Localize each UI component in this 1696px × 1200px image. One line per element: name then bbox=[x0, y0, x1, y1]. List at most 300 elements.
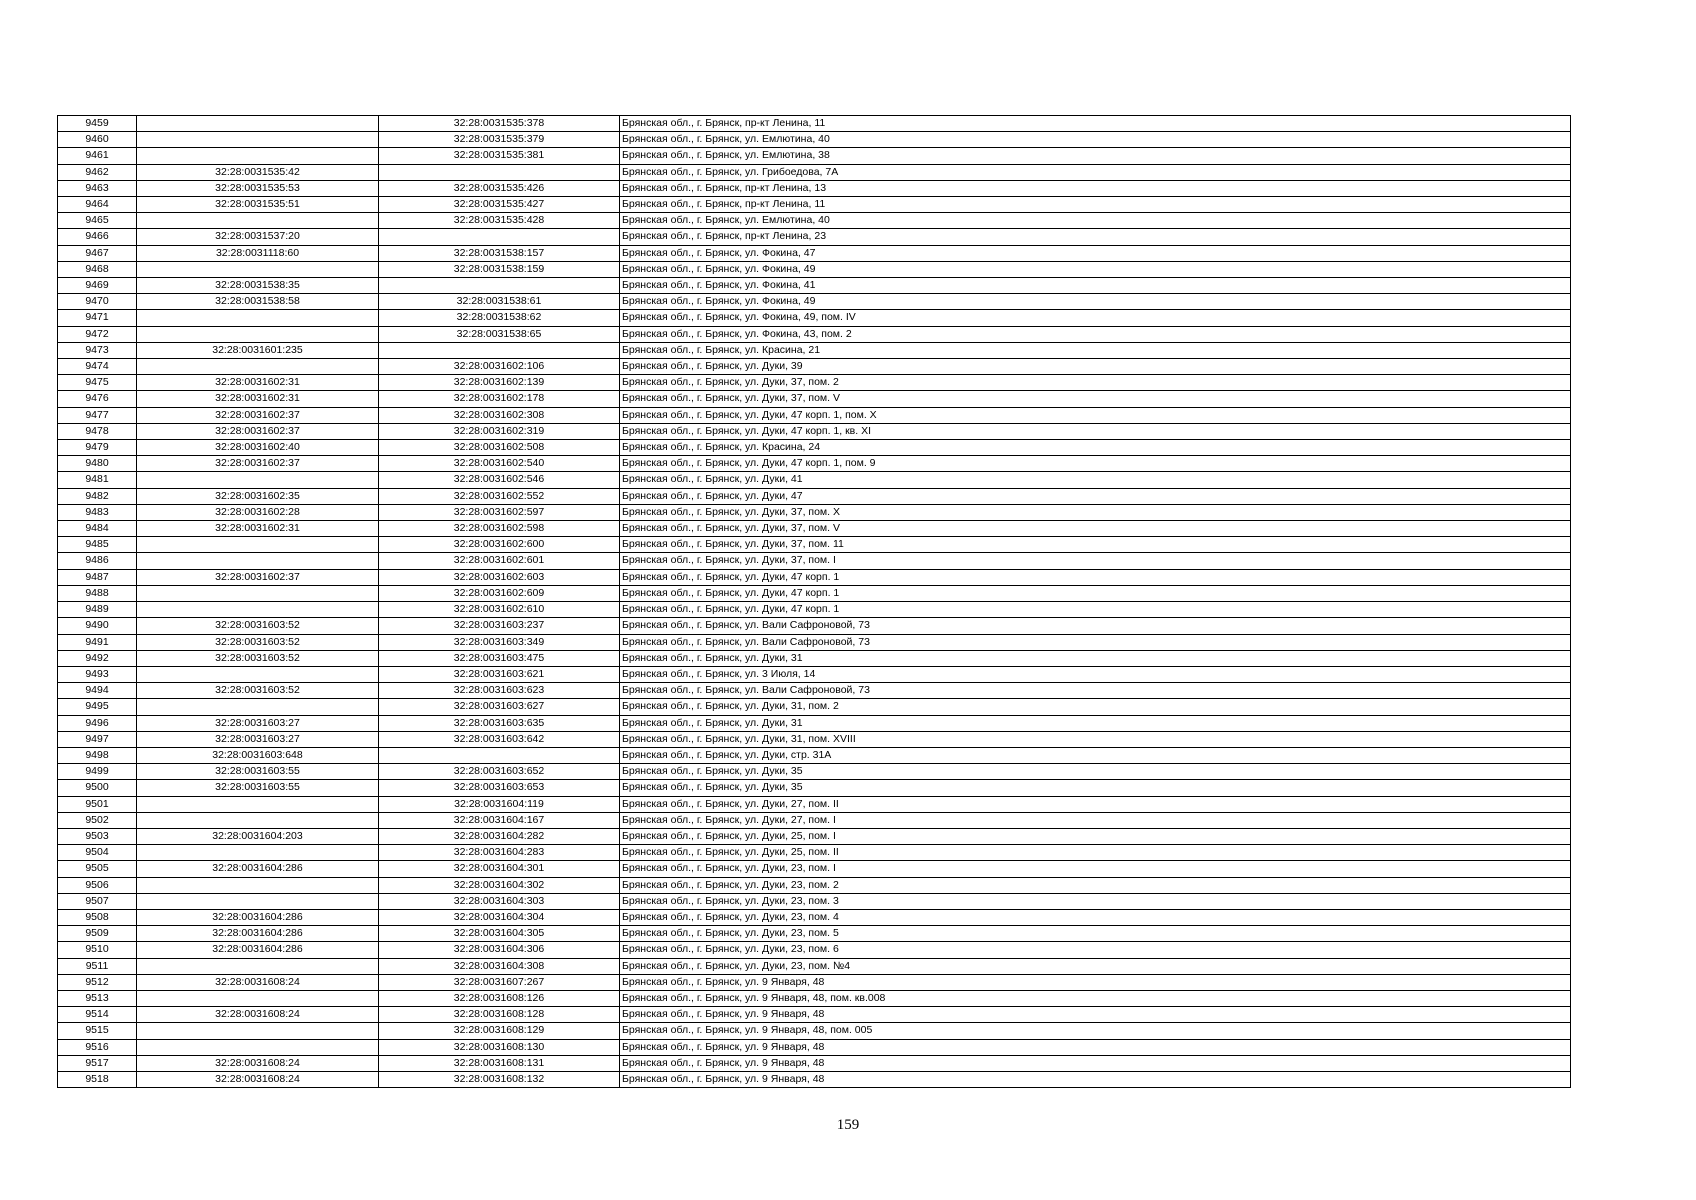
table-row bbox=[58, 974, 1571, 990]
object-number-cell: 32:28:0031535:378 bbox=[379, 116, 620, 132]
address-cell: Брянская обл., г. Брянск, ул. Дуки, 27, пом. I bbox=[620, 812, 1571, 828]
table-row bbox=[58, 359, 1571, 375]
row-number-cell: 9477 bbox=[58, 407, 137, 423]
row-number-cell: 9460 bbox=[58, 132, 137, 148]
object-number-cell: 32:28:0031602:308 bbox=[379, 407, 620, 423]
table-row bbox=[58, 780, 1571, 796]
address-cell: Брянская обл., г. Брянск, ул. 9 Января, 48 bbox=[620, 1055, 1571, 1071]
cadastral-number-cell: 32:28:0031603:27 bbox=[137, 715, 379, 731]
address-cell: Брянская обл., г. Брянск, ул. Дуки, 23, пом. №4 bbox=[620, 958, 1571, 974]
table-row bbox=[58, 634, 1571, 650]
object-number-cell: 32:28:0031602:540 bbox=[379, 456, 620, 472]
object-number-cell: 32:28:0031604:119 bbox=[379, 796, 620, 812]
cadastral-number-cell: 32:28:0031604:203 bbox=[137, 828, 379, 844]
address-cell: Брянская обл., г. Брянск, ул. Дуки, 31 bbox=[620, 715, 1571, 731]
row-number-cell: 9511 bbox=[58, 958, 137, 974]
address-cell: Брянская обл., г. Брянск, ул. Дуки, 35 bbox=[620, 764, 1571, 780]
cadastral-number-cell: 32:28:0031118:60 bbox=[137, 245, 379, 261]
row-number-cell: 9510 bbox=[58, 942, 137, 958]
address-cell: Брянская обл., г. Брянск, пр-кт Ленина, 13 bbox=[620, 180, 1571, 196]
table-row bbox=[58, 326, 1571, 342]
table-row bbox=[58, 278, 1571, 294]
object-number-cell: 32:28:0031602:598 bbox=[379, 521, 620, 537]
object-number-cell: 32:28:0031538:157 bbox=[379, 245, 620, 261]
table-row bbox=[58, 229, 1571, 245]
object-number-cell: 32:28:0031602:319 bbox=[379, 423, 620, 439]
table-row bbox=[58, 537, 1571, 553]
object-number-cell: 32:28:0031603:349 bbox=[379, 634, 620, 650]
object-number-cell: 32:28:0031608:126 bbox=[379, 990, 620, 1006]
cadastral-number-cell bbox=[137, 893, 379, 909]
cadastral-number-cell bbox=[137, 602, 379, 618]
table-row bbox=[58, 294, 1571, 310]
cadastral-number-cell: 32:28:0031602:37 bbox=[137, 456, 379, 472]
property-table-body bbox=[58, 116, 1571, 1088]
cadastral-number-cell: 32:28:0031602:37 bbox=[137, 407, 379, 423]
object-number-cell: 32:28:0031602:610 bbox=[379, 602, 620, 618]
table-row bbox=[58, 164, 1571, 180]
object-number-cell: 32:28:0031608:132 bbox=[379, 1071, 620, 1087]
table-row bbox=[58, 391, 1571, 407]
address-cell: Брянская обл., г. Брянск, ул. Дуки, 37, пом. V bbox=[620, 391, 1571, 407]
cadastral-number-cell: 32:28:0031603:52 bbox=[137, 634, 379, 650]
object-number-cell: 32:28:0031602:597 bbox=[379, 504, 620, 520]
table-row bbox=[58, 764, 1571, 780]
cadastral-number-cell: 32:28:0031604:286 bbox=[137, 861, 379, 877]
table-row bbox=[58, 504, 1571, 520]
table-row bbox=[58, 521, 1571, 537]
cadastral-number-cell: 32:28:0031602:31 bbox=[137, 521, 379, 537]
address-cell: Брянская обл., г. Брянск, ул. Дуки, 23, пом. 6 bbox=[620, 942, 1571, 958]
object-number-cell: 32:28:0031603:642 bbox=[379, 731, 620, 747]
table-row bbox=[58, 861, 1571, 877]
row-number-cell: 9498 bbox=[58, 747, 137, 763]
row-number-cell: 9493 bbox=[58, 666, 137, 682]
table-row bbox=[58, 845, 1571, 861]
cadastral-number-cell: 32:28:0031601:235 bbox=[137, 342, 379, 358]
address-cell: Брянская обл., г. Брянск, ул. Емлютина, 40 bbox=[620, 213, 1571, 229]
address-cell: Брянская обл., г. Брянск, ул. Дуки, 27, пом. II bbox=[620, 796, 1571, 812]
cadastral-number-cell: 32:28:0031603:52 bbox=[137, 683, 379, 699]
cadastral-number-cell bbox=[137, 990, 379, 1006]
object-number-cell bbox=[379, 747, 620, 763]
object-number-cell bbox=[379, 164, 620, 180]
address-cell: Брянская обл., г. Брянск, ул. Грибоедова, 7А bbox=[620, 164, 1571, 180]
row-number-cell: 9459 bbox=[58, 116, 137, 132]
object-number-cell: 32:28:0031604:306 bbox=[379, 942, 620, 958]
object-number-cell: 32:28:0031535:428 bbox=[379, 213, 620, 229]
table-row bbox=[58, 261, 1571, 277]
object-number-cell: 32:28:0031603:627 bbox=[379, 699, 620, 715]
object-number-cell: 32:28:0031604:283 bbox=[379, 845, 620, 861]
object-number-cell: 32:28:0031603:475 bbox=[379, 650, 620, 666]
page-number: 159 bbox=[836, 1117, 860, 1133]
table-row bbox=[58, 245, 1571, 261]
cadastral-number-cell: 32:28:0031535:42 bbox=[137, 164, 379, 180]
table-row bbox=[58, 731, 1571, 747]
object-number-cell: 32:28:0031604:301 bbox=[379, 861, 620, 877]
cadastral-number-cell bbox=[137, 116, 379, 132]
cadastral-number-cell: 32:28:0031603:52 bbox=[137, 618, 379, 634]
row-number-cell: 9500 bbox=[58, 780, 137, 796]
row-number-cell: 9518 bbox=[58, 1071, 137, 1087]
object-number-cell: 32:28:0031604:282 bbox=[379, 828, 620, 844]
cadastral-number-cell: 32:28:0031602:31 bbox=[137, 391, 379, 407]
table-row bbox=[58, 440, 1571, 456]
address-cell: Брянская обл., г. Брянск, ул. Красина, 21 bbox=[620, 342, 1571, 358]
cadastral-number-cell: 32:28:0031602:28 bbox=[137, 504, 379, 520]
address-cell: Брянская обл., г. Брянск, ул. Дуки, 31, пом. 2 bbox=[620, 699, 1571, 715]
row-number-cell: 9509 bbox=[58, 926, 137, 942]
row-number-cell: 9484 bbox=[58, 521, 137, 537]
table-row bbox=[58, 148, 1571, 164]
cadastral-number-cell bbox=[137, 148, 379, 164]
table-row bbox=[58, 602, 1571, 618]
table-row bbox=[58, 197, 1571, 213]
address-cell: Брянская обл., г. Брянск, ул. Дуки, 47 корп. 1, пом. 9 bbox=[620, 456, 1571, 472]
table-row bbox=[58, 472, 1571, 488]
table-row bbox=[58, 310, 1571, 326]
table-row bbox=[58, 375, 1571, 391]
object-number-cell: 32:28:0031603:635 bbox=[379, 715, 620, 731]
object-number-cell: 32:28:0031602:603 bbox=[379, 569, 620, 585]
row-number-cell: 9512 bbox=[58, 974, 137, 990]
row-number-cell: 9486 bbox=[58, 553, 137, 569]
object-number-cell: 32:28:0031604:304 bbox=[379, 909, 620, 925]
table-row bbox=[58, 942, 1571, 958]
address-cell: Брянская обл., г. Брянск, ул. 9 Января, 48 bbox=[620, 1007, 1571, 1023]
cadastral-number-cell bbox=[137, 585, 379, 601]
address-cell: Брянская обл., г. Брянск, ул. Дуки, 31, пом. XVIII bbox=[620, 731, 1571, 747]
address-cell: Брянская обл., г. Брянск, ул. Дуки, 23, пом. I bbox=[620, 861, 1571, 877]
cadastral-number-cell bbox=[137, 1023, 379, 1039]
cadastral-number-cell: 32:28:0031603:55 bbox=[137, 780, 379, 796]
table-row bbox=[58, 407, 1571, 423]
cadastral-number-cell bbox=[137, 537, 379, 553]
table-row bbox=[58, 553, 1571, 569]
object-number-cell: 32:28:0031604:303 bbox=[379, 893, 620, 909]
table-row bbox=[58, 812, 1571, 828]
row-number-cell: 9483 bbox=[58, 504, 137, 520]
cadastral-number-cell: 32:28:0031535:51 bbox=[137, 197, 379, 213]
object-number-cell: 32:28:0031608:128 bbox=[379, 1007, 620, 1023]
table-row bbox=[58, 666, 1571, 682]
address-cell: Брянская обл., г. Брянск, ул. Вали Сафроновой, 73 bbox=[620, 618, 1571, 634]
address-cell: Брянская обл., г. Брянск, ул. Дуки, стр. 31А bbox=[620, 747, 1571, 763]
row-number-cell: 9505 bbox=[58, 861, 137, 877]
cadastral-number-cell: 32:28:0031608:24 bbox=[137, 974, 379, 990]
row-number-cell: 9480 bbox=[58, 456, 137, 472]
object-number-cell: 32:28:0031603:652 bbox=[379, 764, 620, 780]
cadastral-number-cell: 32:28:0031535:53 bbox=[137, 180, 379, 196]
address-cell: Брянская обл., г. Брянск, ул. Дуки, 37, пом. I bbox=[620, 553, 1571, 569]
row-number-cell: 9461 bbox=[58, 148, 137, 164]
row-number-cell: 9496 bbox=[58, 715, 137, 731]
address-cell: Брянская обл., г. Брянск, ул. Дуки, 37, пом. 2 bbox=[620, 375, 1571, 391]
address-cell: Брянская обл., г. Брянск, ул. Дуки, 37, пом. 11 bbox=[620, 537, 1571, 553]
cadastral-number-cell: 32:28:0031602:40 bbox=[137, 440, 379, 456]
row-number-cell: 9478 bbox=[58, 423, 137, 439]
cadastral-number-cell: 32:28:0031604:286 bbox=[137, 909, 379, 925]
cadastral-number-cell: 32:28:0031608:24 bbox=[137, 1055, 379, 1071]
address-cell: Брянская обл., г. Брянск, ул. Фокина, 43, пом. 2 bbox=[620, 326, 1571, 342]
object-number-cell: 32:28:0031603:621 bbox=[379, 666, 620, 682]
table-row bbox=[58, 909, 1571, 925]
row-number-cell: 9514 bbox=[58, 1007, 137, 1023]
address-cell: Брянская обл., г. Брянск, ул. Дуки, 47 корп. 1 bbox=[620, 569, 1571, 585]
cadastral-number-cell bbox=[137, 796, 379, 812]
row-number-cell: 9475 bbox=[58, 375, 137, 391]
address-cell: Брянская обл., г. Брянск, ул. Фокина, 41 bbox=[620, 278, 1571, 294]
cadastral-number-cell: 32:28:0031608:24 bbox=[137, 1007, 379, 1023]
cadastral-number-cell: 32:28:0031603:27 bbox=[137, 731, 379, 747]
row-number-cell: 9506 bbox=[58, 877, 137, 893]
address-cell: Брянская обл., г. Брянск, ул. Фокина, 49, пом. IV bbox=[620, 310, 1571, 326]
row-number-cell: 9471 bbox=[58, 310, 137, 326]
table-row bbox=[58, 1023, 1571, 1039]
table-row bbox=[58, 488, 1571, 504]
row-number-cell: 9476 bbox=[58, 391, 137, 407]
address-cell: Брянская обл., г. Брянск, ул. Вали Сафроновой, 73 bbox=[620, 634, 1571, 650]
object-number-cell: 32:28:0031608:129 bbox=[379, 1023, 620, 1039]
address-cell: Брянская обл., г. Брянск, ул. Дуки, 31 bbox=[620, 650, 1571, 666]
table-row bbox=[58, 683, 1571, 699]
row-number-cell: 9479 bbox=[58, 440, 137, 456]
table-row bbox=[58, 796, 1571, 812]
table-row bbox=[58, 926, 1571, 942]
row-number-cell: 9473 bbox=[58, 342, 137, 358]
row-number-cell: 9468 bbox=[58, 261, 137, 277]
object-number-cell: 32:28:0031602:139 bbox=[379, 375, 620, 391]
row-number-cell: 9499 bbox=[58, 764, 137, 780]
property-table bbox=[57, 115, 1571, 1088]
cadastral-number-cell: 32:28:0031603:55 bbox=[137, 764, 379, 780]
table-row bbox=[58, 132, 1571, 148]
cadastral-number-cell bbox=[137, 845, 379, 861]
address-cell: Брянская обл., г. Брянск, ул. 9 Января, 48, пом. 005 bbox=[620, 1023, 1571, 1039]
address-cell: Брянская обл., г. Брянск, ул. Фокина, 49 bbox=[620, 294, 1571, 310]
row-number-cell: 9495 bbox=[58, 699, 137, 715]
table-row bbox=[58, 1007, 1571, 1023]
row-number-cell: 9497 bbox=[58, 731, 137, 747]
cadastral-number-cell: 32:28:0031538:35 bbox=[137, 278, 379, 294]
row-number-cell: 9494 bbox=[58, 683, 137, 699]
object-number-cell: 32:28:0031538:65 bbox=[379, 326, 620, 342]
address-cell: Брянская обл., г. Брянск, ул. Дуки, 47 корп. 1 bbox=[620, 602, 1571, 618]
row-number-cell: 9488 bbox=[58, 585, 137, 601]
cadastral-number-cell bbox=[137, 958, 379, 974]
row-number-cell: 9515 bbox=[58, 1023, 137, 1039]
cadastral-number-cell bbox=[137, 472, 379, 488]
table-row bbox=[58, 650, 1571, 666]
row-number-cell: 9482 bbox=[58, 488, 137, 504]
object-number-cell bbox=[379, 278, 620, 294]
object-number-cell: 32:28:0031602:600 bbox=[379, 537, 620, 553]
cadastral-number-cell: 32:28:0031603:648 bbox=[137, 747, 379, 763]
object-number-cell: 32:28:0031604:302 bbox=[379, 877, 620, 893]
cadastral-number-cell bbox=[137, 132, 379, 148]
object-number-cell: 32:28:0031603:237 bbox=[379, 618, 620, 634]
table-row bbox=[58, 180, 1571, 196]
table-row bbox=[58, 213, 1571, 229]
address-cell: Брянская обл., г. Брянск, ул. Красина, 24 bbox=[620, 440, 1571, 456]
object-number-cell: 32:28:0031604:308 bbox=[379, 958, 620, 974]
row-number-cell: 9492 bbox=[58, 650, 137, 666]
address-cell: Брянская обл., г. Брянск, ул. 3 Июля, 14 bbox=[620, 666, 1571, 682]
table-row bbox=[58, 569, 1571, 585]
address-cell: Брянская обл., г. Брянск, ул. Дуки, 47 корп. 1, кв. XI bbox=[620, 423, 1571, 439]
object-number-cell: 32:28:0031608:131 bbox=[379, 1055, 620, 1071]
cadastral-number-cell: 32:28:0031603:52 bbox=[137, 650, 379, 666]
object-number-cell bbox=[379, 229, 620, 245]
row-number-cell: 9472 bbox=[58, 326, 137, 342]
cadastral-number-cell: 32:28:0031602:31 bbox=[137, 375, 379, 391]
address-cell: Брянская обл., г. Брянск, ул. Дуки, 41 bbox=[620, 472, 1571, 488]
address-cell: Брянская обл., г. Брянск, ул. Дуки, 37, пом. X bbox=[620, 504, 1571, 520]
table-row bbox=[58, 877, 1571, 893]
object-number-cell: 32:28:0031535:379 bbox=[379, 132, 620, 148]
table-row bbox=[58, 618, 1571, 634]
row-number-cell: 9516 bbox=[58, 1039, 137, 1055]
cadastral-number-cell bbox=[137, 261, 379, 277]
row-number-cell: 9470 bbox=[58, 294, 137, 310]
row-number-cell: 9466 bbox=[58, 229, 137, 245]
address-cell: Брянская обл., г. Брянск, ул. 9 Января, 48 bbox=[620, 974, 1571, 990]
row-number-cell: 9485 bbox=[58, 537, 137, 553]
row-number-cell: 9463 bbox=[58, 180, 137, 196]
address-cell: Брянская обл., г. Брянск, ул. Вали Сафроновой, 73 bbox=[620, 683, 1571, 699]
address-cell: Брянская обл., г. Брянск, ул. Дуки, 35 bbox=[620, 780, 1571, 796]
object-number-cell: 32:28:0031535:381 bbox=[379, 148, 620, 164]
row-number-cell: 9513 bbox=[58, 990, 137, 1006]
address-cell: Брянская обл., г. Брянск, ул. Дуки, 25, пом. II bbox=[620, 845, 1571, 861]
cadastral-number-cell: 32:28:0031602:37 bbox=[137, 569, 379, 585]
cadastral-number-cell: 32:28:0031608:24 bbox=[137, 1071, 379, 1087]
row-number-cell: 9467 bbox=[58, 245, 137, 261]
table-row bbox=[58, 990, 1571, 1006]
table-row bbox=[58, 456, 1571, 472]
cadastral-number-cell bbox=[137, 1039, 379, 1055]
table-row bbox=[58, 423, 1571, 439]
row-number-cell: 9491 bbox=[58, 634, 137, 650]
object-number-cell: 32:28:0031535:427 bbox=[379, 197, 620, 213]
cadastral-number-cell: 32:28:0031604:286 bbox=[137, 942, 379, 958]
cadastral-number-cell: 32:28:0031602:37 bbox=[137, 423, 379, 439]
object-number-cell: 32:28:0031535:426 bbox=[379, 180, 620, 196]
table-row bbox=[58, 585, 1571, 601]
row-number-cell: 9489 bbox=[58, 602, 137, 618]
object-number-cell: 32:28:0031604:305 bbox=[379, 926, 620, 942]
address-cell: Брянская обл., г. Брянск, ул. Дуки, 23, пом. 2 bbox=[620, 877, 1571, 893]
object-number-cell: 32:28:0031602:106 bbox=[379, 359, 620, 375]
row-number-cell: 9469 bbox=[58, 278, 137, 294]
table-row bbox=[58, 116, 1571, 132]
table-row bbox=[58, 342, 1571, 358]
address-cell: Брянская обл., г. Брянск, ул. Емлютина, 38 bbox=[620, 148, 1571, 164]
object-number-cell: 32:28:0031604:167 bbox=[379, 812, 620, 828]
address-cell: Брянская обл., г. Брянск, пр-кт Ленина, 23 bbox=[620, 229, 1571, 245]
row-number-cell: 9508 bbox=[58, 909, 137, 925]
table-row bbox=[58, 828, 1571, 844]
row-number-cell: 9487 bbox=[58, 569, 137, 585]
cadastral-number-cell bbox=[137, 812, 379, 828]
row-number-cell: 9501 bbox=[58, 796, 137, 812]
address-cell: Брянская обл., г. Брянск, ул. Дуки, 25, пом. I bbox=[620, 828, 1571, 844]
object-number-cell: 32:28:0031602:508 bbox=[379, 440, 620, 456]
cadastral-number-cell bbox=[137, 326, 379, 342]
address-cell: Брянская обл., г. Брянск, ул. Дуки, 37, пом. V bbox=[620, 521, 1571, 537]
object-number-cell: 32:28:0031607:267 bbox=[379, 974, 620, 990]
object-number-cell: 32:28:0031538:61 bbox=[379, 294, 620, 310]
address-cell: Брянская обл., г. Брянск, ул. Дуки, 47 корп. 1 bbox=[620, 585, 1571, 601]
table-row bbox=[58, 893, 1571, 909]
object-number-cell: 32:28:0031603:623 bbox=[379, 683, 620, 699]
cadastral-number-cell: 32:28:0031604:286 bbox=[137, 926, 379, 942]
cadastral-number-cell: 32:28:0031538:58 bbox=[137, 294, 379, 310]
object-number-cell: 32:28:0031608:130 bbox=[379, 1039, 620, 1055]
cadastral-number-cell bbox=[137, 310, 379, 326]
cadastral-number-cell bbox=[137, 553, 379, 569]
table-row bbox=[58, 958, 1571, 974]
row-number-cell: 9502 bbox=[58, 812, 137, 828]
cadastral-number-cell bbox=[137, 213, 379, 229]
cadastral-number-cell bbox=[137, 877, 379, 893]
address-cell: Брянская обл., г. Брянск, ул. Емлютина, 40 bbox=[620, 132, 1571, 148]
address-cell: Брянская обл., г. Брянск, ул. Дуки, 47 bbox=[620, 488, 1571, 504]
address-cell: Брянская обл., г. Брянск, ул. Дуки, 47 корп. 1, пом. X bbox=[620, 407, 1571, 423]
address-cell: Брянская обл., г. Брянск, пр-кт Ленина, 11 bbox=[620, 197, 1571, 213]
cadastral-number-cell bbox=[137, 699, 379, 715]
object-number-cell: 32:28:0031602:609 bbox=[379, 585, 620, 601]
table-row bbox=[58, 1071, 1571, 1087]
row-number-cell: 9481 bbox=[58, 472, 137, 488]
object-number-cell: 32:28:0031602:552 bbox=[379, 488, 620, 504]
row-number-cell: 9517 bbox=[58, 1055, 137, 1071]
object-number-cell: 32:28:0031602:546 bbox=[379, 472, 620, 488]
row-number-cell: 9490 bbox=[58, 618, 137, 634]
object-number-cell: 32:28:0031603:653 bbox=[379, 780, 620, 796]
table-row bbox=[58, 747, 1571, 763]
address-cell: Брянская обл., г. Брянск, ул. Дуки, 23, пом. 5 bbox=[620, 926, 1571, 942]
cadastral-number-cell bbox=[137, 666, 379, 682]
object-number-cell: 32:28:0031602:601 bbox=[379, 553, 620, 569]
cadastral-number-cell bbox=[137, 359, 379, 375]
object-number-cell bbox=[379, 342, 620, 358]
table-row bbox=[58, 699, 1571, 715]
address-cell: Брянская обл., г. Брянск, ул. 9 Января, 48, пом. кв.008 bbox=[620, 990, 1571, 1006]
cadastral-number-cell: 32:28:0031537:20 bbox=[137, 229, 379, 245]
table-row bbox=[58, 1039, 1571, 1055]
row-number-cell: 9507 bbox=[58, 893, 137, 909]
address-cell: Брянская обл., г. Брянск, ул. Дуки, 23, пом. 3 bbox=[620, 893, 1571, 909]
address-cell: Брянская обл., г. Брянск, ул. 9 Января, 48 bbox=[620, 1039, 1571, 1055]
row-number-cell: 9503 bbox=[58, 828, 137, 844]
table-row bbox=[58, 715, 1571, 731]
row-number-cell: 9474 bbox=[58, 359, 137, 375]
object-number-cell: 32:28:0031602:178 bbox=[379, 391, 620, 407]
table-row bbox=[58, 1055, 1571, 1071]
address-cell: Брянская обл., г. Брянск, ул. Дуки, 23, пом. 4 bbox=[620, 909, 1571, 925]
row-number-cell: 9465 bbox=[58, 213, 137, 229]
row-number-cell: 9504 bbox=[58, 845, 137, 861]
address-cell: Брянская обл., г. Брянск, ул. 9 Января, 48 bbox=[620, 1071, 1571, 1087]
object-number-cell: 32:28:0031538:62 bbox=[379, 310, 620, 326]
row-number-cell: 9462 bbox=[58, 164, 137, 180]
address-cell: Брянская обл., г. Брянск, ул. Дуки, 39 bbox=[620, 359, 1571, 375]
address-cell: Брянская обл., г. Брянск, ул. Фокина, 49 bbox=[620, 261, 1571, 277]
address-cell: Брянская обл., г. Брянск, ул. Фокина, 47 bbox=[620, 245, 1571, 261]
object-number-cell: 32:28:0031538:159 bbox=[379, 261, 620, 277]
